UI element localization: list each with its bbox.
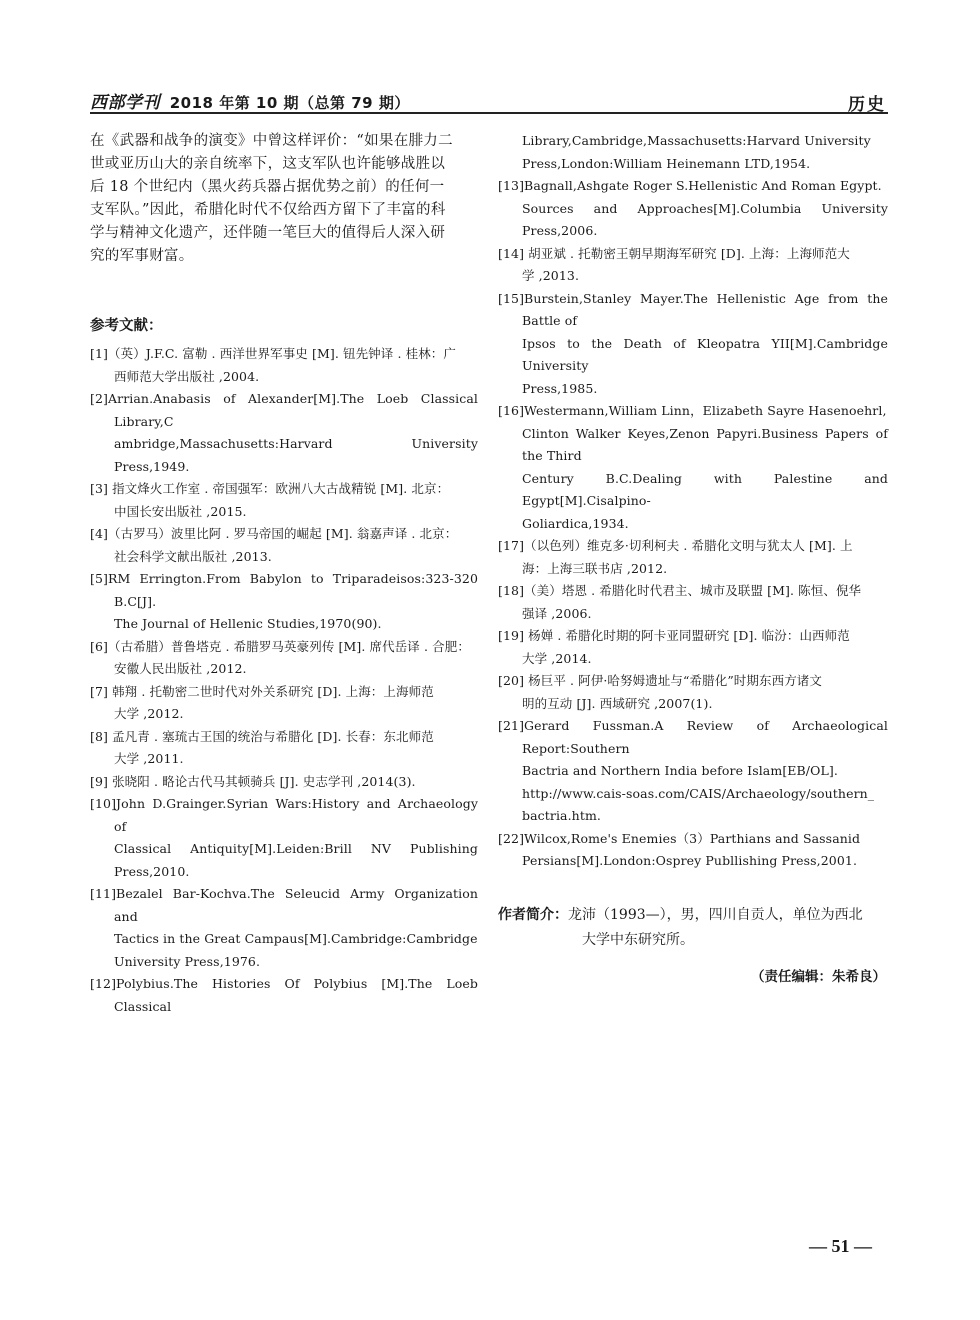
page-number: — 51 — [809,1236,872,1256]
reference-line: 社会科学文献出版社 ,2013. [114,548,272,564]
reference-line: [13]Bagnall,Ashgate Roger S.Hellenistic And Roman Egypt. [498,178,882,193]
reference-item [498,535,888,580]
reference-line: Ipsos to the Death of Kleopatra YII[M].Cambridge University [522,335,888,373]
reference-line: [19] 杨婵 . 希腊化时期的阿卡亚同盟研究 [D]. 临汾：山西师范 [498,628,850,643]
reference-line: [1]（英）J.F.C. 富勒 . 西洋世界军事史 [M]. 钮先钟译 . 桂林：广 [90,346,456,361]
reference-item [90,343,478,388]
reference-line: Clinton Walker Keyes,Zenon Papyri.Business Papers of the Third [522,425,888,463]
reference-line: [21]Gerard Fussman.A Review of Archaeological Report:Southern [498,718,888,756]
reference-line: 西师范大学出版社 ,2004. [114,368,260,384]
reference-line: Press,1985. [522,380,598,396]
reference-item [498,580,888,625]
reference-line: 明的互动 [J]. 西域研究 ,2007(1). [522,695,713,711]
reference-line: Library,Cambridge,Massachusetts:Harvard University [522,133,871,148]
reference-line: [18]（美）塔恩 . 希腊化时代君主、城市及联盟 [M]. 陈恒、倪华 [498,583,862,598]
author-label: 作者简介： [498,906,568,923]
reference-item [90,388,478,478]
reference-line: [11]Bezalel Bar-Kochva.The Seleucid Army Organization and [90,886,478,924]
author-line2: 大学中东研究所。 [582,931,694,948]
reference-item [90,568,478,636]
reference-line: ambridge,Massachusetts:Harvard University Press,1949. [114,436,478,474]
reference-item [498,828,888,873]
reference-line: [5]RM Errington.From Babylon to Triparadeisos:323-320 B.C[J]. [90,571,478,609]
reference-line: Bactria and Northern India before Islam[EB/OL]. [522,763,838,778]
body-line: 支军队。”因此，希腊化时代不仅给西方留下了丰富的科 [90,202,446,218]
reference-line: Press,London:William Heinemann LTD,1954. [522,155,811,171]
reference-item [498,175,888,243]
reference-line: 海：上海三联书店 ,2012. [522,560,668,576]
reference-line: [6]（古希腊）普鲁塔克 . 希腊罗马英豪列传 [M]. 席代岳译 . 合肥： [90,638,470,654]
reference-item [90,478,478,523]
reference-line: [4]（古罗马）波里比阿 . 罗马帝国的崛起 [M]. 翁嘉声译 . 北京： [90,526,458,541]
reference-item [90,973,478,1018]
reference-line: 学 ,2013. [522,268,580,283]
reference-list-left [90,343,478,1018]
author-line1: 龙沛（1993—），男，四川自贡人，单位为西北 [568,906,863,923]
body-line: 学与精神文化遗产，还伴随一笔巨大的值得后人深入研 [90,225,446,241]
reference-line: Sources and Approaches[M].Columbia University Press,2006. [522,200,888,238]
reference-line: 强译 ,2006. [522,605,592,621]
reference-line: 大学 ,2011. [114,751,184,766]
journal-logo: 西部学刊 [90,93,160,113]
reference-item [498,715,888,828]
reference-item [90,636,478,681]
reference-line: 安徽人民出版社 ,2012. [114,661,247,676]
reference-line: [15]Burstein,Stanley Mayer.The Hellenistic Age from the Battle of [498,290,888,328]
reference-line: [17]（以色列）维克多·切利柯夫 . 希腊化文明与犹太人 [M]. 上 [498,538,853,553]
reference-line: [16]Westermann,William Linn，Elizabeth Sayre Hasenoehrl, [498,403,887,418]
reference-item [90,793,478,883]
reference-list-right [498,130,888,873]
reference-item [90,681,478,726]
body-line: 后 18 个世纪内（黑火药兵器占据优势之前）的任何一 [90,179,445,195]
reference-line: [2]Arrian.Anabasis of Alexander[M].The Loeb Classical Library,C [90,391,478,429]
reference-item [90,771,478,794]
body-paragraph [90,130,478,268]
reference-line: Tactics in the Great Campaus[M].Cambridge:Cambridge [114,931,478,946]
reference-item [498,288,888,401]
reference-line: [22]Wilcox,Rome's Enemies（3）Parthians and Sassanid [498,830,861,846]
reference-item [498,625,888,670]
reference-item [498,130,888,175]
reference-line: 大学 ,2014. [522,650,592,666]
body-line: 究的军事财富。 [90,248,194,264]
reference-line: 中国长安出版社 ,2015. [114,503,247,519]
reference-line: [3] 指文烽火工作室 . 帝国强军：欧洲八大古战精锐 [M]. 北京： [90,481,450,496]
reference-item [498,400,888,535]
left-column [90,130,478,1018]
reference-line: bactria.htm. [522,808,601,823]
reference-line: 大学 ,2012. [114,706,184,721]
references-heading: 参考文献： [90,318,163,334]
section-label: 历史 [848,95,886,115]
body-line: 在《武器和战争的演变》中曾这样评价：“如果在腓力二 [90,133,453,149]
journal-title [90,88,410,113]
reference-item [90,883,478,973]
reference-item [90,726,478,771]
reference-line: [9] 张晓阳 . 略论古代马其顿骑兵 [J]. 史志学刊 ,2014(3). [90,773,416,789]
reference-line: Century B.C.Dealing with Palestine and Egypt[M].Cisalpino- [522,470,888,508]
page-header [90,86,888,114]
reference-line: [12]Polybius.The Histories Of Polybius [M].The Loeb Classical [90,976,478,1014]
reference-line: Classical Antiquity[M].Leiden:Brill NV Publishing Press,2010. [114,841,478,879]
reference-line: http://www.cais-soas.com/CAIS/Archaeology/southern_ [522,785,875,801]
reference-item [90,523,478,568]
reference-line: [8] 孟凡青 . 塞琉古王国的统治与希腊化 [D]. 长春：东北师范 [90,728,434,744]
journal-issue: 2018 年第 10 期（总第 79 期） [169,94,410,112]
reference-line: [20] 杨巨平 . 阿伊·哈努姆遗址与“希腊化”时期东西方诸文 [498,673,823,688]
reference-line: The Journal of Hellenic Studies,1970(90). [114,616,382,631]
reference-item [498,670,888,715]
right-column [498,130,888,985]
reference-line: Goliardica,1934. [522,515,629,531]
reference-line: University Press,1976. [114,953,261,969]
editor-credit: （责任编辑：朱希良） [751,968,886,985]
author-bio [498,903,888,928]
reference-line: [10]John D.Grainger.Syrian Wars:History and Archaeology of [90,796,478,834]
reference-item [498,243,888,288]
reference-line: [14] 胡亚斌 . 托勒密王朝早期海军研究 [D]. 上海：上海师范大 [498,245,850,261]
reference-line: Persians[M].London:Osprey Publlishing Press,2001. [522,853,858,868]
reference-line: [7] 韩翔 . 托勒密二世时代对外关系研究 [D]. 上海：上海师范 [90,683,434,699]
body-line: 世或亚历山大的亲自统率下，这支军队也许能够战胜以 [90,156,446,172]
